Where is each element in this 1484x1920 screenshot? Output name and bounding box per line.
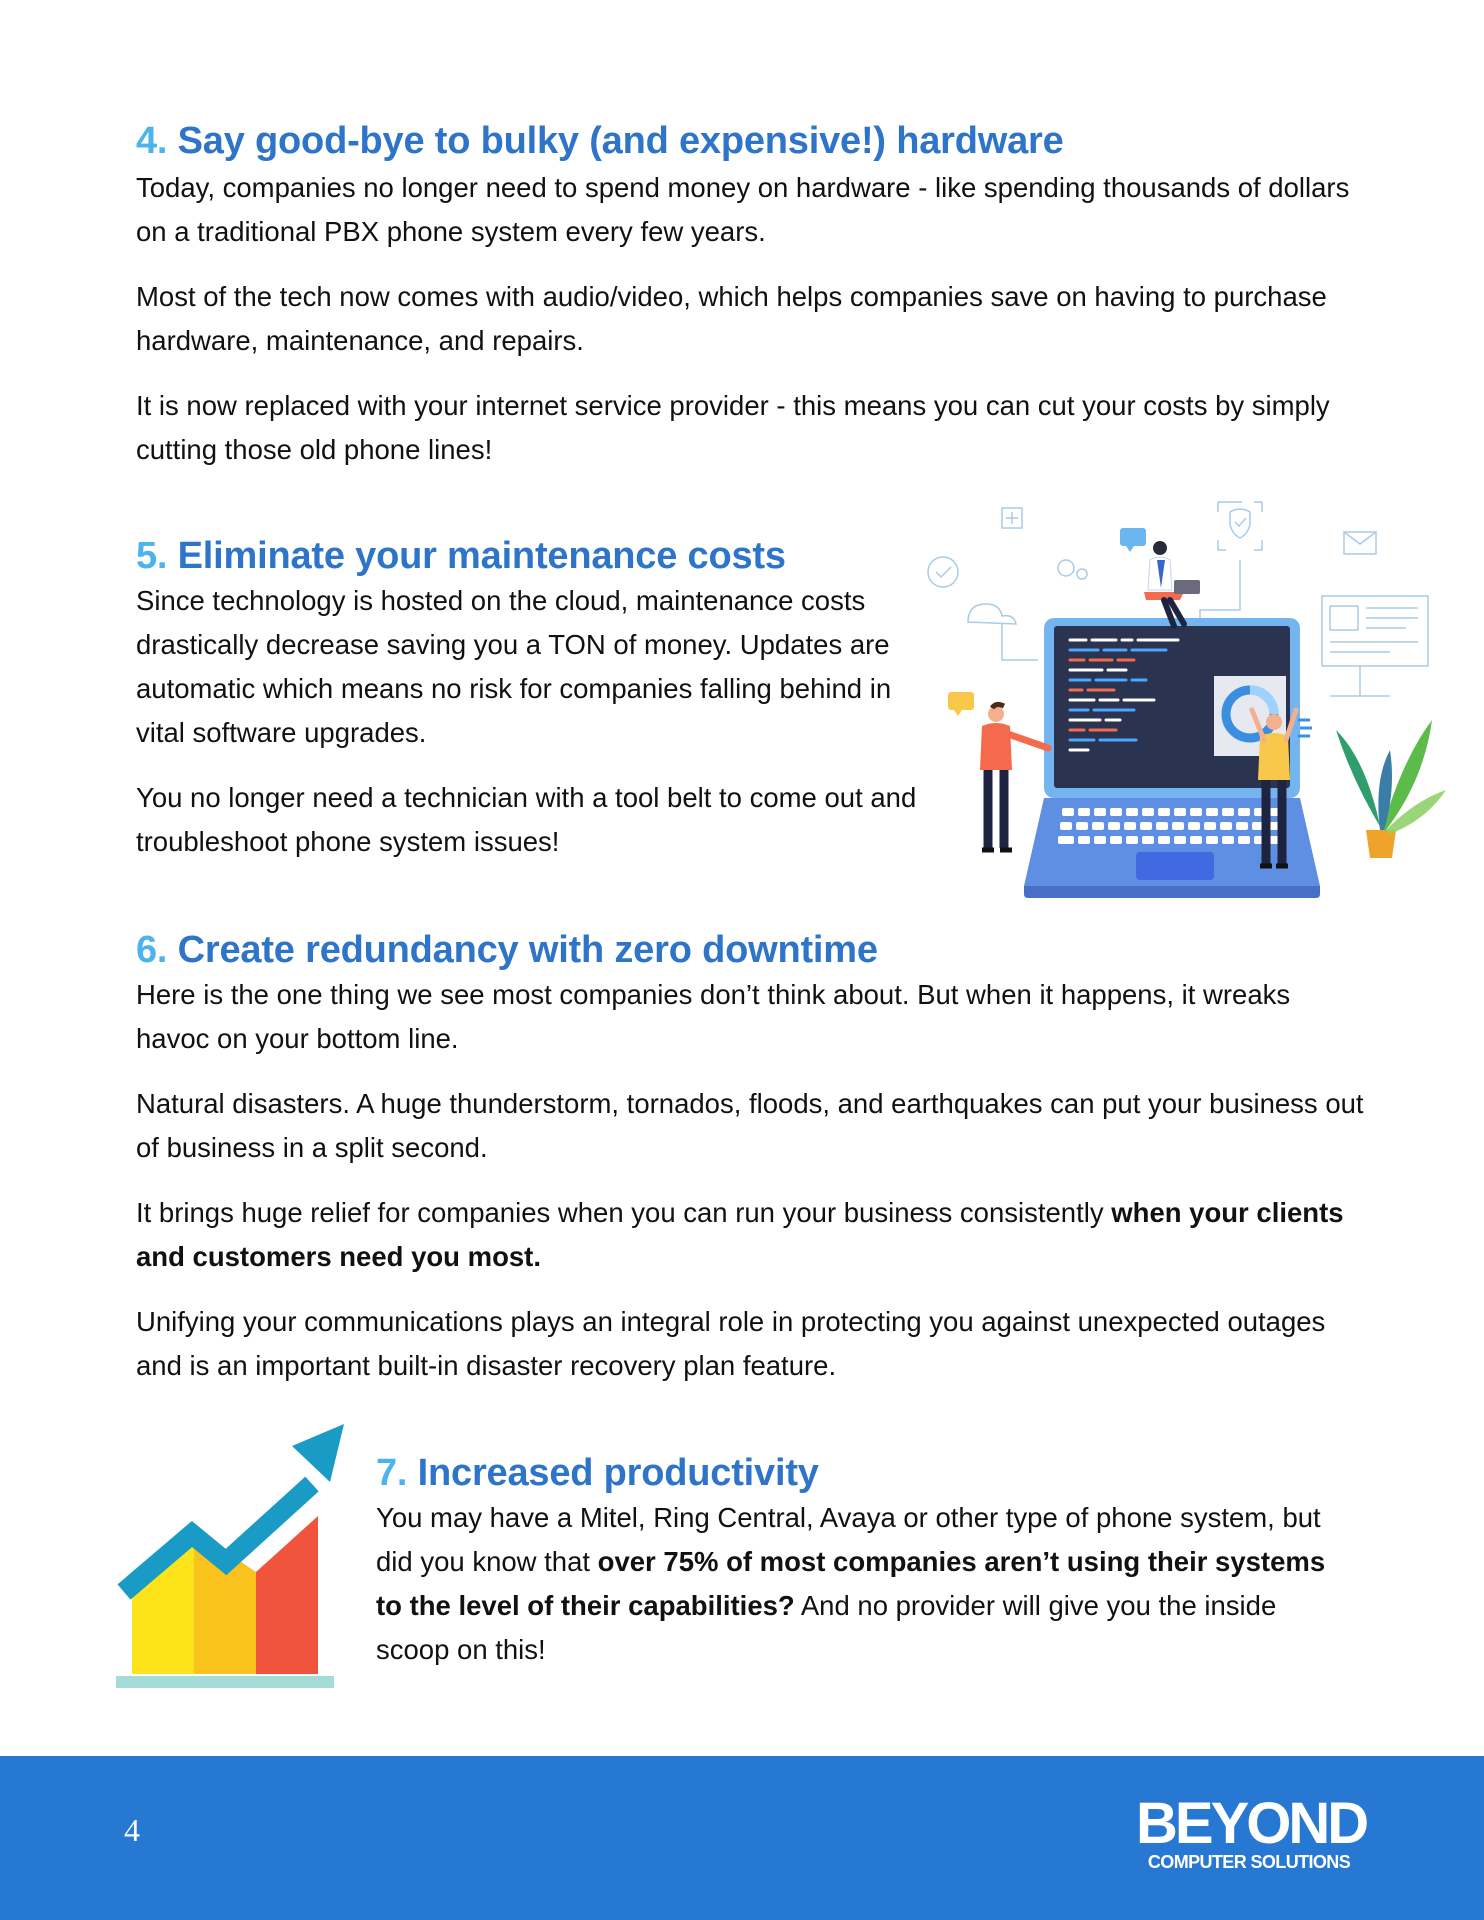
section-6-paragraph-3-bold: when your clients and customers need you most. [136, 1197, 1344, 1272]
section-5-heading [136, 533, 936, 579]
section-7-text-1: You may have a Mitel, Ring Central, Avaya or other type of phone system, but did you know that [376, 1502, 1321, 1577]
section-7-heading [376, 1450, 1356, 1496]
section-6-heading [136, 927, 1366, 973]
section-6-paragraph-4: Unifying your communications plays an integral role in protecting you against unexpected outages and is an important built-in disaster recovery plan feature. [136, 1306, 1326, 1381]
section-6-paragraph-1: Here is the one thing we see most companies don’t think about. But when it happens, it wreaks havoc on your bottom line. [136, 979, 1291, 1054]
section-5 [136, 533, 936, 864]
section-6 [136, 927, 1366, 1388]
footer-bar [0, 1756, 1484, 1920]
section-4-paragraph-1: Today, companies no longer need to spend money on hardware - like spending thousands of dollars on a traditional PBX phone system every few years. [136, 172, 1350, 247]
section-7 [376, 1450, 1356, 1672]
growth-chart-icon [116, 1422, 356, 1692]
laptop-team-illustration [920, 496, 1460, 906]
section-5-paragraph-1: Since technology is hosted on the cloud, maintenance costs drastically decrease saving you a TON of money. Updates are automatic which means no risk for companies falling behind in vital software upgrades. [136, 585, 892, 748]
section-7-number: 7. [376, 1452, 408, 1494]
section-4 [136, 118, 1366, 472]
section-7-text-2: And no provider will give you the inside scoop on this! [376, 1590, 1277, 1665]
section-4-paragraph-3: It is now replaced with your internet service provider - this means you can cut your costs by simply cutting those old phone lines! [136, 390, 1330, 465]
logo-wordmark: BEYOND [1136, 1791, 1367, 1856]
logo-subtitle: COMPUTER SOLUTIONS [1147, 1852, 1351, 1872]
section-4-number: 4. [136, 120, 168, 162]
section-7-paragraph [376, 1496, 1356, 1672]
section-4-paragraph-2: Most of the tech now comes with audio/video, which helps companies save on having to purchase hardware, maintenance, and repairs. [136, 281, 1327, 356]
section-6-paragraph-3-text: It brings huge relief for companies when you can run your business consistently [136, 1197, 1112, 1228]
page-number: 4 [124, 1812, 140, 1848]
beyond-logo [1136, 1791, 1367, 1872]
section-5-number: 5. [136, 535, 168, 577]
section-7-bold: over 75% of most companies aren’t using their systems to the level of their capabilities? [376, 1546, 1326, 1621]
section-6-paragraph-2: Natural disasters. A huge thunderstorm, tornados, floods, and earthquakes can put your business out of business in a split second. [136, 1088, 1364, 1163]
section-4-title: Say good-bye to bulky (and expensive!) hardware [177, 120, 1064, 162]
section-6-paragraph-3 [136, 1191, 1366, 1279]
section-7-title: Increased productivity [417, 1452, 819, 1494]
section-5-title: Eliminate your maintenance costs [177, 535, 786, 577]
section-6-title: Create redundancy with zero downtime [177, 929, 878, 971]
section-4-heading [136, 118, 1366, 164]
section-6-number: 6. [136, 929, 168, 971]
section-5-paragraph-2: You no longer need a technician with a tool belt to come out and troubleshoot phone system issues! [136, 782, 917, 857]
